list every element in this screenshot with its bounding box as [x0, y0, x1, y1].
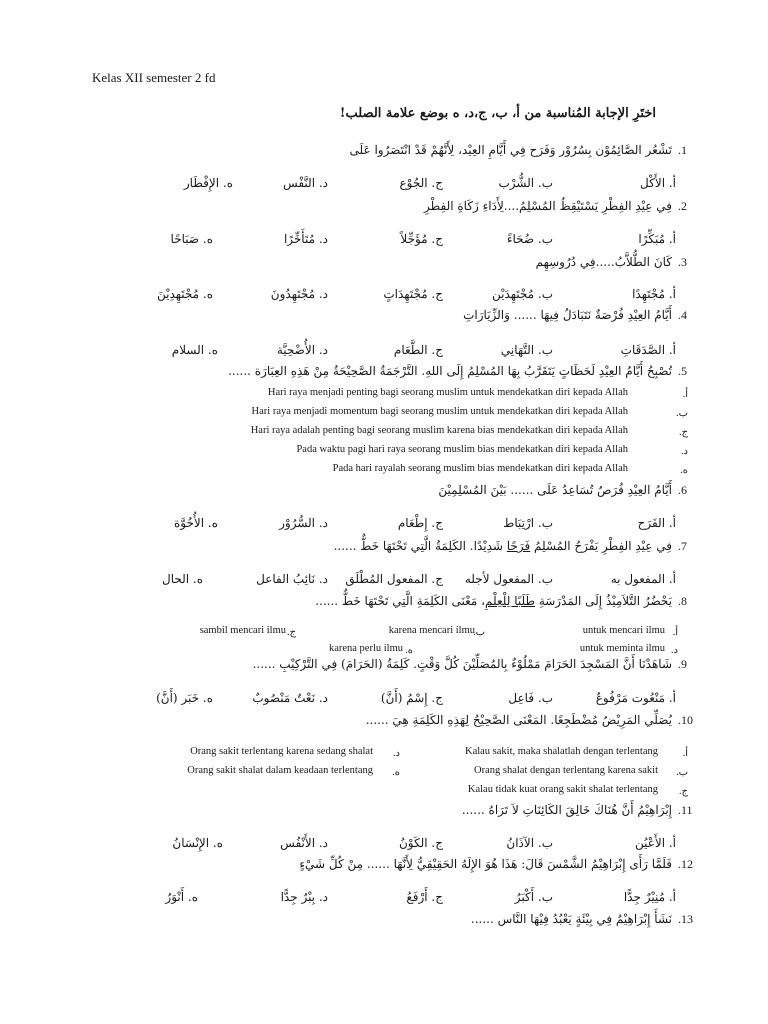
option-b[interactable]: ب. فَاعِل	[508, 691, 553, 705]
option-mark-e: ه.	[392, 767, 400, 778]
option-d[interactable]: Pada waktu pagi hari raya seorang muslim bias mendekatkan diri kepada Allah	[296, 444, 628, 455]
question-number: 13.	[678, 912, 693, 926]
option-mark-a: أ.	[682, 389, 688, 400]
options-11	[0, 836, 768, 856]
option-mark-b: ب.	[676, 767, 688, 778]
option-a[interactable]: أ. مُجْتَهِدًا	[632, 287, 676, 301]
instruction: اختَرِ الإجابة المُناسبة من أ، ب، ج،د، ه بوضع علامة الصلب!	[339, 106, 656, 121]
options-4	[0, 343, 768, 363]
option-c[interactable]: ج. الجُوْع	[399, 176, 443, 190]
option-c[interactable]: ج. مُؤَجِّلاً	[400, 232, 443, 246]
option-b[interactable]: ب. أَكْبَرُ	[514, 890, 553, 904]
option-c[interactable]: ج. المفعول المُطْلَق	[345, 572, 443, 586]
option-b[interactable]: ب. التَّهَانِي	[500, 343, 553, 357]
question-text: تَشْعُر الصَّائِمُوْن بِسُرُوْر وَفَرَح فِي أَيَّامِ العِيْد، لِأَنَّهُمْ قَدْ انْتَصَرُوا عَلَى	[349, 143, 672, 157]
option-e[interactable]: ه. خَبَر (أَنَّ)	[156, 691, 213, 705]
option-c[interactable]: ج. إِسْمُ (أَنَّ)	[380, 691, 443, 705]
option-d[interactable]: د. الأُضْحِيَّة	[276, 343, 328, 357]
option-d[interactable]: د. النَّفْس	[283, 176, 328, 190]
question-text-end: ، مَعْنَى الكَلِمَةِ الَّتِي تَحْتَهَا خَطٌّ ......	[315, 594, 485, 608]
question-7	[334, 539, 698, 554]
option-d[interactable]: Orang sakit terlentang karena sedang shalat	[190, 746, 373, 757]
option-c[interactable]: Hari raya adalah penting bagi seorang muslim karena bias mendekatkan diri kepada Allah	[250, 425, 628, 436]
option-d[interactable]: د. السُّرُوْر	[279, 516, 328, 530]
option-d[interactable]: د. نَعْتٌ مَنْصُوبٌ	[252, 691, 328, 705]
option-d[interactable]: د. مُجْتَهِدُونَ	[270, 287, 328, 301]
option-a[interactable]: untuk mencari ilmu	[582, 625, 665, 636]
option-e[interactable]: ه. الإِفْطَار	[183, 176, 233, 190]
question-13	[471, 912, 698, 927]
option-b[interactable]: ب. ارْتِبَاط	[503, 516, 553, 530]
option-a[interactable]: أ. مُبَكِّرًا	[638, 232, 676, 246]
question-12	[299, 857, 698, 872]
question-number: 12.	[678, 857, 693, 871]
question-text-start: يَحْضُرُ التَّلاَمِيْذُ إِلَى المَدْرَسَةِ	[535, 594, 672, 608]
option-mark-d: د.	[681, 446, 688, 457]
option-a[interactable]: أ. مَنْعُوت مَرْفُوعٌ	[595, 691, 676, 705]
question-text-end: شَدِيْدًا. الكَلِمَةُ الَّتِي تَحْتَهَا خَطٌّ ......	[333, 539, 507, 553]
option-e[interactable]: ه. صَبَاحًا	[170, 232, 213, 246]
option-e[interactable]: ه. مُجْتَهِدِيْنَ	[156, 287, 213, 301]
question-number: 1.	[678, 143, 687, 157]
question-text: تُصْبِحُ أَيَّامُ العِيْدِ لَحَظَاتٍ يَتَقَرَّبُ بِهَا المُسْلِمُ إِلَى اللهِ. التَّرْجَمَةُ الصَّحِيْحَةُ مِنْ هَذِهِ العِبَارَة ......	[228, 364, 672, 378]
question-text: نَشَأَ إِبْرَاهِيْمُ فِي بِيْئَةٍ يَعْبُدُ فِيْهَا النَّاس ......	[470, 912, 672, 926]
option-mark-b: ب.	[676, 408, 688, 419]
option-mark-a: أ.	[682, 748, 688, 759]
option-b[interactable]: ب. الشُّرْب	[498, 176, 553, 190]
option-e[interactable]: Orang sakit shalat dalam keadaan terlentang	[187, 765, 373, 776]
option-b[interactable]: ب. الآذَانُ	[506, 836, 553, 850]
question-2	[424, 199, 698, 214]
question-1	[350, 143, 699, 158]
option-mark-d: د.	[671, 645, 678, 656]
question-4	[463, 308, 698, 323]
option-d[interactable]: د. نَائِبُ الفاعل	[256, 572, 328, 586]
question-number: 8.	[678, 594, 687, 608]
option-c[interactable]: ج. مُجْتَهِدَاتٍ	[383, 287, 443, 301]
option-mark-e: ه.	[680, 465, 688, 476]
option-a[interactable]: Hari raya menjadi penting bagi seorang muslim untuk mendekatkan diri kepada Allah	[267, 387, 628, 398]
option-a[interactable]: أ. الأَعْيُن	[634, 836, 676, 850]
question-number: 6.	[678, 483, 687, 497]
option-d[interactable]: د. الأَنْفُس	[280, 836, 328, 850]
option-c[interactable]: ج. أَرْفَعُ	[406, 890, 443, 904]
options-12	[0, 890, 768, 910]
question-text: فِي عِيْدِ الفِطْرِ يَسْتَيْقِظُ المُسْلِمُ....لِأَدَاءِ زَكَاةِ الفِطْرِ	[424, 199, 672, 213]
option-a[interactable]: أ. الصَّدَقَاتِ	[620, 343, 676, 357]
question-number: 9.	[678, 657, 687, 671]
option-a[interactable]: أ. الأَكْل	[640, 176, 676, 190]
option-mark-c: ج.	[679, 786, 688, 797]
options-2	[0, 232, 768, 252]
option-a[interactable]: أ. المفعول به	[610, 572, 676, 586]
question-3	[536, 255, 698, 270]
option-b[interactable]: karena mencari ilmu	[388, 625, 475, 636]
question-text: أَيَّامُ العِيْدِ فُرَصٌ تُسَاعِدُ عَلَى ...... بَيْنَ المُسْلِمِيْنَ	[438, 483, 672, 497]
question-number: 4.	[678, 308, 687, 322]
question-text: يُصَلِّي المَرِيْضُ مُضْطَجِعًا. المَعْنَى الصَّحِيْحُ لِهَذِهِ الكَلِمَةِ هِيَ ......	[365, 713, 672, 727]
question-text: إِبْرَاهِيْمُ أَنَّ هُنَاكَ خَالِقَ الكَائِنَاتِ لاَ تَرَاهُ ......	[461, 803, 672, 817]
option-d[interactable]: د. بِبْرٌ جِدًّا	[280, 890, 328, 904]
option-a[interactable]: أ. مُنِيْرٌ جِدًّا	[623, 890, 676, 904]
option-e[interactable]: Pada hari rayalah seorang muslim bias mendekatkan diri kepada Allah	[332, 463, 628, 474]
option-c[interactable]: ج. إِطْعَام	[397, 516, 443, 530]
option-e[interactable]: ه. الأُخُوَّة	[174, 516, 218, 530]
option-a[interactable]: أ. الفَرَح	[637, 516, 676, 530]
question-text-start: فِي عِيْدِ الفِطْرِ يَفْرَحُ المُسْلِمُ	[530, 539, 672, 553]
option-d[interactable]: د. مُتَأَخِّرًا	[283, 232, 328, 246]
question-number: 3.	[678, 255, 687, 269]
option-e[interactable]: ه. الإِنْسَانُ	[172, 836, 223, 850]
question-6	[438, 483, 698, 498]
question-underlined-word: طَلَبًا لِلْعِلْمِ	[485, 594, 535, 608]
question-5	[228, 364, 698, 379]
question-number: 10.	[678, 713, 693, 727]
question-text: كَانَ الطُّلاَّبُ.....فِي دُرُوسِهِم	[535, 255, 672, 269]
question-8	[315, 594, 698, 609]
options-6	[0, 516, 768, 536]
question-11	[462, 803, 698, 818]
option-mark-a: أ.	[672, 627, 678, 638]
page-header: Kelas XII semester 2 fd	[92, 70, 216, 85]
question-text: شَاهَدْنَا أَنَّ المَسْجِدَ الحَرَامَ مَمْلُوْءٌ بِالمُصَلِّيْنَ كُلَّ وَقْتٍ. كَلِمَةُ (الحَرَامَ) فِي التَّرْكِيْبِ ......	[252, 657, 672, 671]
option-a[interactable]: Kalau sakit, maka shalatlah dengan terlentang	[464, 746, 658, 757]
option-c[interactable]: ج. الكَوْنُ	[398, 836, 443, 850]
question-number: 7.	[678, 539, 687, 553]
question-number: 5.	[678, 364, 687, 378]
question-underlined-word: فَرَحًا	[506, 539, 531, 553]
options-9	[0, 691, 768, 711]
question-text: فَلَمَّا رَأَى إِبْرَاهِيْمُ الشَّمْسَ قَالَ: هَذَا هُوَ الإِلَهُ الحَقِيْقِيُّ لِأَنَّهَا ...... مِنْ كُلِّ شَيْءٍ	[299, 857, 672, 871]
option-b[interactable]: Orang shalat dengan terlentang karena sakit	[474, 765, 658, 776]
question-9	[253, 657, 698, 672]
question-number: 2.	[678, 199, 687, 213]
option-d[interactable]: untuk meminta ilmu	[579, 643, 665, 654]
option-e[interactable]: ه. الحال	[161, 572, 203, 586]
options-1	[0, 176, 768, 196]
option-b[interactable]: Hari raya menjadi momentum bagi seorang muslim untuk mendekatkan diri kepada Allah	[251, 406, 628, 417]
options-7	[0, 572, 768, 592]
option-mark-c: ج.	[679, 427, 688, 438]
option-c[interactable]: sambil mencari ilmu	[199, 625, 286, 636]
option-mark-b: ب.	[473, 627, 485, 638]
option-mark-c: ج.	[287, 627, 296, 638]
question-number: 11.	[678, 803, 693, 817]
option-b[interactable]: ب. مُجْتَهِدَيْن	[491, 287, 553, 301]
option-e[interactable]: ه. أَنْوَرُ	[165, 890, 198, 904]
question-10	[366, 713, 698, 728]
option-b[interactable]: ب. ضُحَاءً	[506, 232, 553, 246]
option-c[interactable]: Kalau tidak kuat orang sakit shalat terlentang	[467, 784, 658, 795]
option-b[interactable]: ب. المفعول لأجله	[464, 572, 553, 586]
option-mark-d: د.	[393, 748, 400, 759]
option-e[interactable]: karena perlu ilmu	[328, 643, 403, 654]
options-3	[0, 287, 768, 307]
option-e[interactable]: ه. السلام	[171, 343, 218, 357]
option-mark-e: ه.	[405, 645, 413, 656]
option-c[interactable]: ج. الطَّعَام	[393, 343, 443, 357]
question-text: أَيَّامُ العِيْدِ فُرْصَةٌ نَتَبَادَلُ فِيهَا ...... وَالزِّيَارَاتِ	[463, 308, 672, 322]
